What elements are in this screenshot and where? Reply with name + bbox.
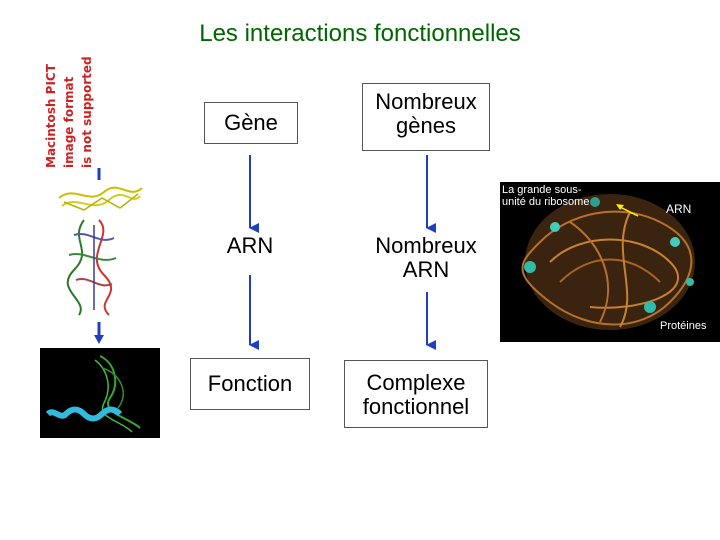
nombreux-arn-label: Nombreux ARN (375, 233, 477, 282)
gene-label: Gène (204, 102, 298, 144)
complexe-fonctionnel-label: Complexe fonctionnel (344, 360, 488, 428)
arn-label: ARN (226, 233, 274, 258)
ribosome-proteins-label: Protéines (660, 320, 707, 332)
ribosome-arn-label: ARN (666, 202, 692, 216)
placeholder-line-2: image format (62, 76, 76, 168)
ribosome-caption: La grande sous-unité du ribosome (502, 184, 590, 208)
page-title: Les interactions fonctionnelles (199, 20, 521, 47)
nombreux-genes-label: Nombreux gènes (362, 83, 490, 151)
placeholder-line-1: Macintosh PICT (44, 64, 58, 168)
fonction-label: Fonction (190, 358, 310, 410)
placeholder-line-3: is not supported (80, 56, 94, 168)
arrowhead-rna-to-protein (94, 335, 104, 344)
